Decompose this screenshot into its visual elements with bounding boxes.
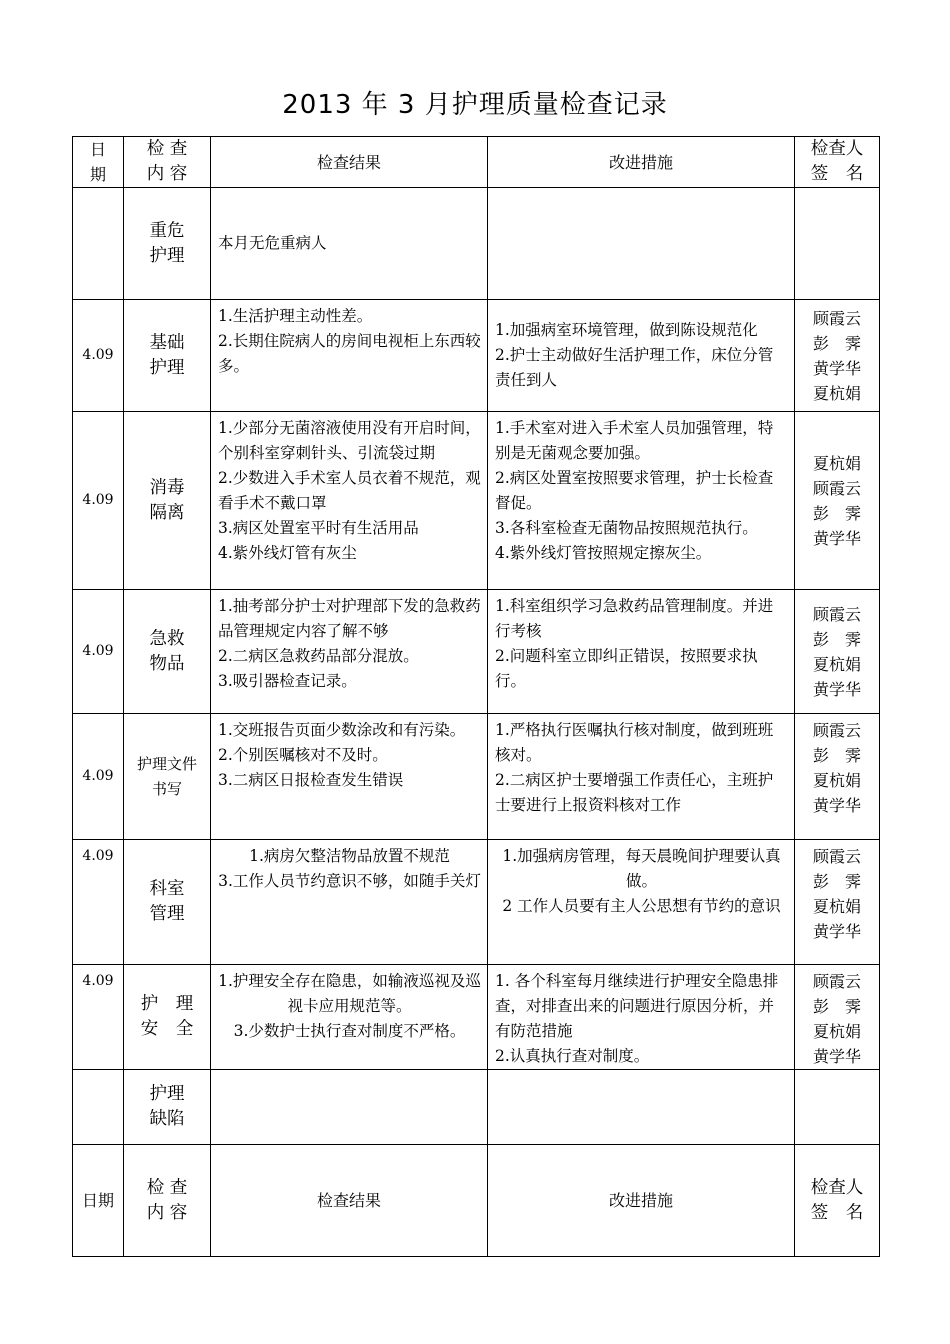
row-item: 基础 护理 bbox=[124, 300, 211, 412]
row-signers bbox=[795, 1070, 880, 1145]
row-signers bbox=[795, 188, 880, 300]
row-signers: 顾霞云 彭 霁 黄学华 夏杭娟 bbox=[795, 300, 880, 412]
row-signers: 夏杭娟 顾霞云 彭 霁 黄学华 bbox=[795, 412, 880, 590]
row-measures: 1.科室组织学习急救药品管理制度。并进行考核 2.问题科室立即纠正错误，按照要求执行。 bbox=[488, 590, 795, 714]
row-measures: 1.严格执行医嘱执行核对制度，做到班班核对。 2.二病区护士要增强工作责任心，主班护士要进行上报资料核对工作 bbox=[488, 714, 795, 840]
table-row bbox=[73, 840, 880, 965]
row-measures: 1.手术室对进入手术室人员加强管理，特别是无菌观念要加强。 2.病区处置室按照要求管理，护士长检查督促。 3.各科室检查无菌物品按照规范执行。 4.紫外线灯管按照规定擦灰尘。 bbox=[488, 412, 795, 590]
row-item: 消毒 隔离 bbox=[124, 412, 211, 590]
table-row bbox=[73, 714, 880, 840]
table-row bbox=[73, 300, 880, 412]
row-item: 科室 管理 bbox=[124, 840, 211, 965]
row-date bbox=[73, 1070, 124, 1145]
row-result: 本月无危重病人 bbox=[211, 188, 488, 300]
row-result: 1.抽考部分护士对护理部下发的急救药品管理规定内容了解不够 2.二病区急救药品部分混放。 3.吸引器检查记录。 bbox=[211, 590, 488, 714]
footer-date: 日期 bbox=[73, 1145, 124, 1257]
row-date: 4.09 bbox=[73, 590, 124, 714]
row-item: 护理文件 书写 bbox=[124, 714, 211, 840]
header-result: 检查结果 bbox=[211, 137, 488, 188]
header-date: 日 期 bbox=[73, 137, 124, 188]
row-date: 4.09 bbox=[73, 840, 124, 965]
row-result bbox=[211, 1070, 488, 1145]
row-result: 1.病房欠整洁物品放置不规范 3.工作人员节约意识不够，如随手关灯 bbox=[211, 840, 488, 965]
header-signer: 检查人 签 名 bbox=[795, 137, 880, 188]
table-row bbox=[73, 965, 880, 1070]
row-item: 急救 物品 bbox=[124, 590, 211, 714]
row-result: 1.交班报告页面少数涂改和有污染。 2.个别医嘱核对不及时。 3.二病区日报检查发生错误 bbox=[211, 714, 488, 840]
footer-measures: 改进措施 bbox=[488, 1145, 795, 1257]
page-title: 2013 年 3 月护理质量检查记录 bbox=[282, 90, 668, 120]
row-date: 4.09 bbox=[73, 965, 124, 1070]
inspection-table bbox=[72, 136, 880, 1257]
table-row bbox=[73, 590, 880, 714]
row-date: 4.09 bbox=[73, 412, 124, 590]
row-measures: 1. 各个科室每月继续进行护理安全隐患排查，对排查出来的问题进行原因分析，并有防范措施 2.认真执行查对制度。 bbox=[488, 965, 795, 1070]
row-item: 重危 护理 bbox=[124, 188, 211, 300]
row-signers: 顾霞云 彭 霁 夏杭娟 黄学华 bbox=[795, 965, 880, 1070]
header-row bbox=[73, 137, 880, 188]
row-result: 1.少部分无菌溶液使用没有开启时间，个别科室穿刺针头、引流袋过期 2.少数进入手术室人员衣着不规范，观看手术不戴口罩 3.病区处置室平时有生活用品 4.紫外线灯管有灰尘 bbox=[211, 412, 488, 590]
row-date bbox=[73, 188, 124, 300]
row-result: 1.生活护理主动性差。 2.长期住院病人的房间电视柜上东西较多。 bbox=[211, 300, 488, 412]
row-date: 4.09 bbox=[73, 714, 124, 840]
footer-signer: 检查人 签 名 bbox=[795, 1145, 880, 1257]
row-measures bbox=[488, 1070, 795, 1145]
row-signers: 顾霞云 彭 霁 夏杭娟 黄学华 bbox=[795, 714, 880, 840]
row-measures bbox=[488, 188, 795, 300]
row-item: 护 理 安 全 bbox=[124, 965, 211, 1070]
row-signers: 顾霞云 彭 霁 夏杭娟 黄学华 bbox=[795, 590, 880, 714]
row-measures: 1.加强病房管理，每天晨晚间护理要认真做。 2 工作人员要有主人公思想有节约的意识 bbox=[488, 840, 795, 965]
table-row bbox=[73, 412, 880, 590]
row-result: 1.护理安全存在隐患，如输液巡视及巡视卡应用规范等。 3.少数护士执行查对制度不严格。 bbox=[211, 965, 488, 1070]
footer-result: 检查结果 bbox=[211, 1145, 488, 1257]
table-row bbox=[73, 1070, 880, 1145]
header-measures: 改进措施 bbox=[488, 137, 795, 188]
row-measures: 1.加强病室环境管理，做到陈设规范化 2.护士主动做好生活护理工作，床位分管责任到人 bbox=[488, 300, 795, 412]
footer-header-row bbox=[73, 1145, 880, 1257]
table-row bbox=[73, 188, 880, 300]
header-item: 检 查 内 容 bbox=[124, 137, 211, 188]
row-signers: 顾霞云 彭 霁 夏杭娟 黄学华 bbox=[795, 840, 880, 965]
row-date: 4.09 bbox=[73, 300, 124, 412]
row-item: 护理 缺陷 bbox=[124, 1070, 211, 1145]
footer-item: 检 查 内 容 bbox=[124, 1145, 211, 1257]
